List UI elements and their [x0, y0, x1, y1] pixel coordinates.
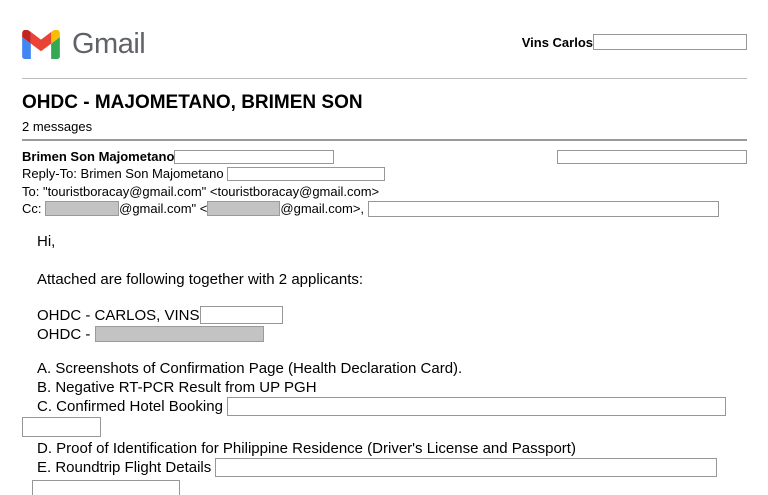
reply-to-text: Reply-To: Brimen Son Majometano: [22, 166, 224, 182]
redacted-replyto-email: [227, 167, 385, 181]
redacted-applicant-2: [95, 326, 264, 342]
applicant-2-text: OHDC -: [37, 325, 91, 343]
thread-subject: OHDC - MAJOMETANO, BRIMEN SON: [22, 92, 363, 113]
greeting: Hi,: [37, 232, 56, 250]
redacted-cc-name-1: [45, 201, 119, 216]
list-item-e-text: E. Roundtrip Flight Details: [37, 458, 212, 476]
intro-line: Attached are following together with 2 applicants:: [37, 270, 364, 288]
redacted-from-email: [174, 150, 334, 164]
message-header: [22, 148, 747, 218]
gmail-wordmark: Gmail: [72, 28, 146, 60]
list-item-b: B. Negative RT-PCR Result from UP PGH: [37, 378, 317, 396]
reply-to-line: [22, 165, 747, 182]
attachment-list: [37, 359, 747, 495]
gmail-logo: [22, 28, 145, 61]
gmail-m-icon: [22, 30, 60, 59]
list-item-e: [37, 458, 747, 477]
redacted-hotel-booking: [227, 397, 726, 416]
redacted-cc-name-2: [207, 201, 280, 216]
applicants-block: [37, 306, 747, 344]
divider-subject: [22, 139, 747, 141]
divider-top: [22, 78, 747, 79]
applicant-line-2: [37, 325, 747, 344]
redacted-cc-extra: [368, 201, 719, 217]
cc-end-text: @gmail.com>,: [280, 201, 365, 217]
applicant-line-1: [37, 306, 747, 325]
message-count: 2 messages: [22, 119, 93, 134]
cc-label: Cc:: [22, 201, 42, 217]
redacted-applicant-1: [200, 306, 283, 324]
applicant-1-text: OHDC - CARLOS, VINS: [37, 306, 200, 324]
list-item-d: D. Proof of Identification for Philippine Residence (Driver's License and Passport): [37, 439, 576, 457]
list-item-a: A. Screenshots of Confirmation Page (Health Declaration Card).: [37, 359, 463, 377]
list-item-c: [37, 397, 747, 416]
from-line: [22, 148, 747, 165]
redacted-inline-block-1: [22, 417, 101, 437]
redacted-user-email: [593, 34, 747, 50]
cc-line: [22, 200, 747, 217]
message-body: [37, 232, 747, 495]
print-header: [22, 26, 747, 61]
account-user-area: [522, 34, 747, 50]
cc-mid-text: @gmail.com" <: [119, 201, 208, 217]
to-line: To: "touristboracay@gmail.com" <touristboracay@gmail.com>: [22, 183, 380, 199]
account-user-name: Vins Carlos: [521, 34, 593, 50]
redacted-inline-block-2: [32, 480, 180, 495]
redacted-date: [557, 150, 747, 164]
redacted-flight-details: [215, 458, 717, 477]
list-item-c-text: C. Confirmed Hotel Booking: [37, 397, 223, 415]
from-name: Brimen Son Majometano: [22, 149, 175, 164]
